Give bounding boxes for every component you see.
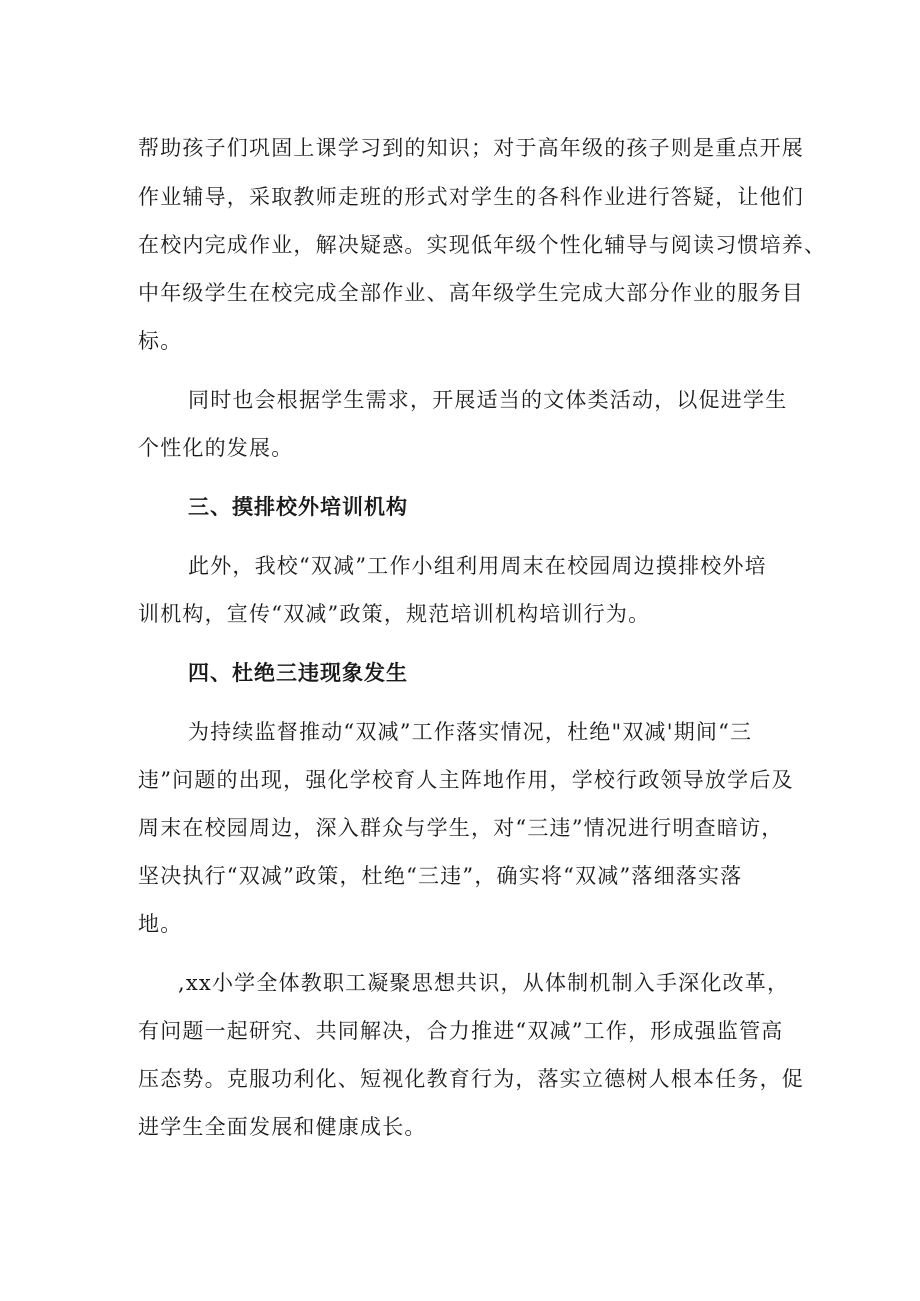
paragraph-3-line-1: 此外，我校“双减”工作小组利用周末在校园周边摸排校外培 (188, 554, 767, 578)
paragraph-4-line-1: 为持续监督推动“双减”工作落实情况，杜绝"双减'期间“三 (188, 720, 753, 744)
paragraph-1-line-4: 中年级学生在校完成全部作业、高年级学生完成大部分作业的服务目 (138, 281, 804, 305)
paragraph-2-line-1: 同时也会根据学生需求，开展适当的文体类活动，以促进学生 (188, 388, 788, 412)
paragraph-4-line-4: 坚决执行“双减”政策，杜绝“三违”，确实将“双减”落细落实落 (138, 864, 743, 888)
paragraph-3-line-2: 训机构，宣传“双减”政策，规范培训机构培训行为。 (138, 602, 651, 626)
paragraph-1-line-2: 作业辅导，采取教师走班的形式对学生的各科作业进行答疑，让他们 (138, 185, 804, 209)
paragraph-5-line-1: ,xx小学全体教职工凝聚思想共识，从体制机制入手深化改革， (178, 971, 790, 995)
paragraph-2-line-2: 个性化的发展。 (138, 436, 294, 460)
paragraph-1-line-1: 帮助孩子们巩固上课学习到的知识；对于高年级的孩子则是重点开展 (138, 136, 804, 160)
paragraph-4-line-3: 周末在校园周边，深入群众与学生，对“三违”情况进行明查暗访， (138, 816, 784, 840)
section-heading-4: 四、杜绝三违现象发生 (188, 660, 408, 685)
paragraph-1-line-5: 标。 (138, 329, 183, 353)
paragraph-4-line-5: 地。 (138, 912, 183, 936)
paragraph-5-line-3: 压态势。克服功利化、短视化教育行为，落实立德树人根本任务，促 (138, 1067, 804, 1091)
paragraph-5-line-2: 有问题一起研究、共同解决，合力推进“双减”工作，形成强监管高 (138, 1019, 784, 1043)
paragraph-1-line-3: 在校内完成作业，解决疑惑。实现低年级个性化辅导与阅读习惯培养、 (138, 233, 827, 257)
paragraph-5-line-4: 进学生全面发展和健康成长。 (138, 1115, 427, 1139)
section-heading-3: 三、摸排校外培训机构 (188, 494, 408, 519)
paragraph-4-line-2: 违”问题的出现，强化学校育人主阵地作用，学校行政领导放学后及 (138, 768, 794, 792)
